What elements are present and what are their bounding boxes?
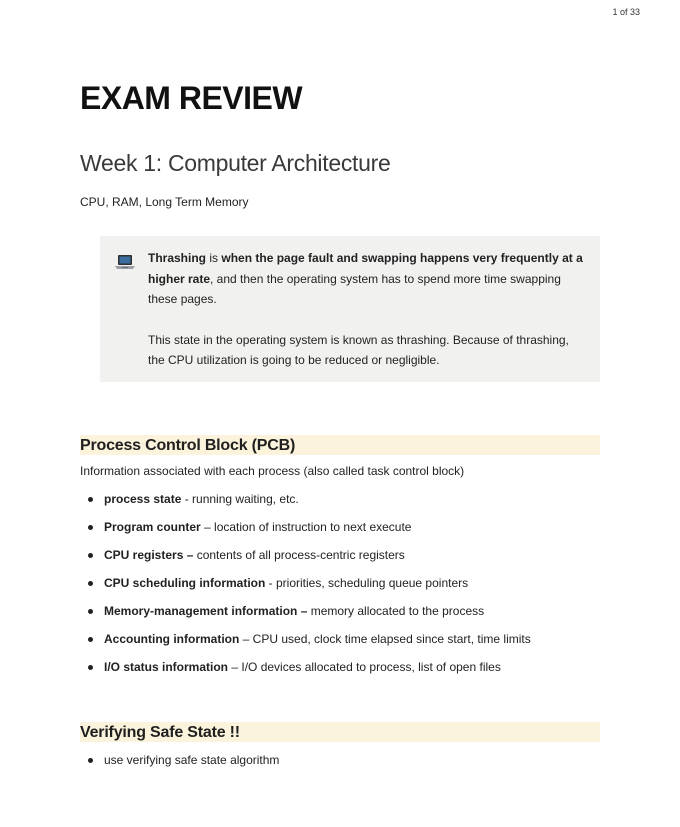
week-heading: Week 1: Computer Architecture bbox=[80, 150, 391, 176]
callout-paragraph-effect: This state in the operating system is known as thrashing. Because of thrashing, the CPU utilization is going to be reduced or negligible. bbox=[148, 332, 569, 367]
list-item bbox=[88, 547, 531, 575]
list-item bbox=[88, 752, 279, 780]
thrashing-definition: when the page fault and swapping happens very frequently at a higher rate bbox=[148, 251, 583, 286]
list-item-term: CPU registers – bbox=[104, 548, 194, 562]
list-item-term: CPU scheduling information bbox=[104, 576, 266, 590]
list-item bbox=[88, 491, 531, 519]
list-item-desc: – location of instruction to next execute bbox=[200, 520, 412, 534]
list-item-desc: memory allocated to the process bbox=[307, 604, 485, 618]
pcb-intro: Information associated with each process (also called task control block) bbox=[80, 464, 465, 478]
list-item bbox=[88, 631, 531, 659]
callout-connector: is bbox=[206, 251, 222, 265]
list-item-term: I/O status information bbox=[104, 660, 229, 674]
bullet-icon bbox=[88, 665, 93, 670]
bullet-icon bbox=[88, 609, 93, 614]
callout-paragraph-definition bbox=[148, 248, 588, 310]
bullet-icon bbox=[88, 497, 93, 502]
list-item bbox=[88, 519, 531, 547]
list-item-text: use verifying safe state algorithm bbox=[104, 753, 280, 767]
list-item-term: Accounting information bbox=[104, 632, 240, 646]
list-item-desc: - priorities, scheduling queue pointers bbox=[265, 576, 469, 590]
page-counter: 1 of 33 bbox=[612, 7, 640, 17]
bullet-icon bbox=[88, 758, 93, 763]
page-title: EXAM REVIEW bbox=[80, 80, 303, 116]
pcb-list bbox=[88, 491, 531, 687]
thrashing-callout bbox=[100, 236, 600, 382]
laptop-icon bbox=[114, 253, 136, 271]
list-item-desc: – CPU used, clock time elapsed since start, time limits bbox=[239, 632, 531, 646]
bullet-icon bbox=[88, 525, 93, 530]
list-item-term: Program counter bbox=[104, 520, 201, 534]
list-item-desc: contents of all process-centric registers bbox=[193, 548, 405, 562]
bullet-icon bbox=[88, 553, 93, 558]
thrashing-term: Thrashing bbox=[148, 251, 207, 265]
bullet-icon bbox=[88, 637, 93, 642]
list-item-desc: - running waiting, etc. bbox=[181, 492, 299, 506]
bullet-icon bbox=[88, 581, 93, 586]
thrashing-consequence: , and then the operating system has to spend more time swapping these pages. bbox=[148, 271, 561, 306]
list-item bbox=[88, 659, 531, 687]
pcb-heading: Process Control Block (PCB) bbox=[80, 435, 600, 455]
list-item-desc: – I/O devices allocated to process, list of open files bbox=[228, 660, 501, 674]
week-subtitle: CPU, RAM, Long Term Memory bbox=[80, 195, 249, 209]
list-item bbox=[88, 603, 531, 631]
list-item-term: Memory-management information – bbox=[104, 604, 308, 618]
list-item-term: process state bbox=[104, 492, 182, 506]
safe-state-heading: Verifying Safe State !! bbox=[80, 722, 600, 742]
safe-state-list bbox=[88, 752, 279, 780]
callout-text bbox=[148, 248, 588, 371]
list-item bbox=[88, 575, 531, 603]
